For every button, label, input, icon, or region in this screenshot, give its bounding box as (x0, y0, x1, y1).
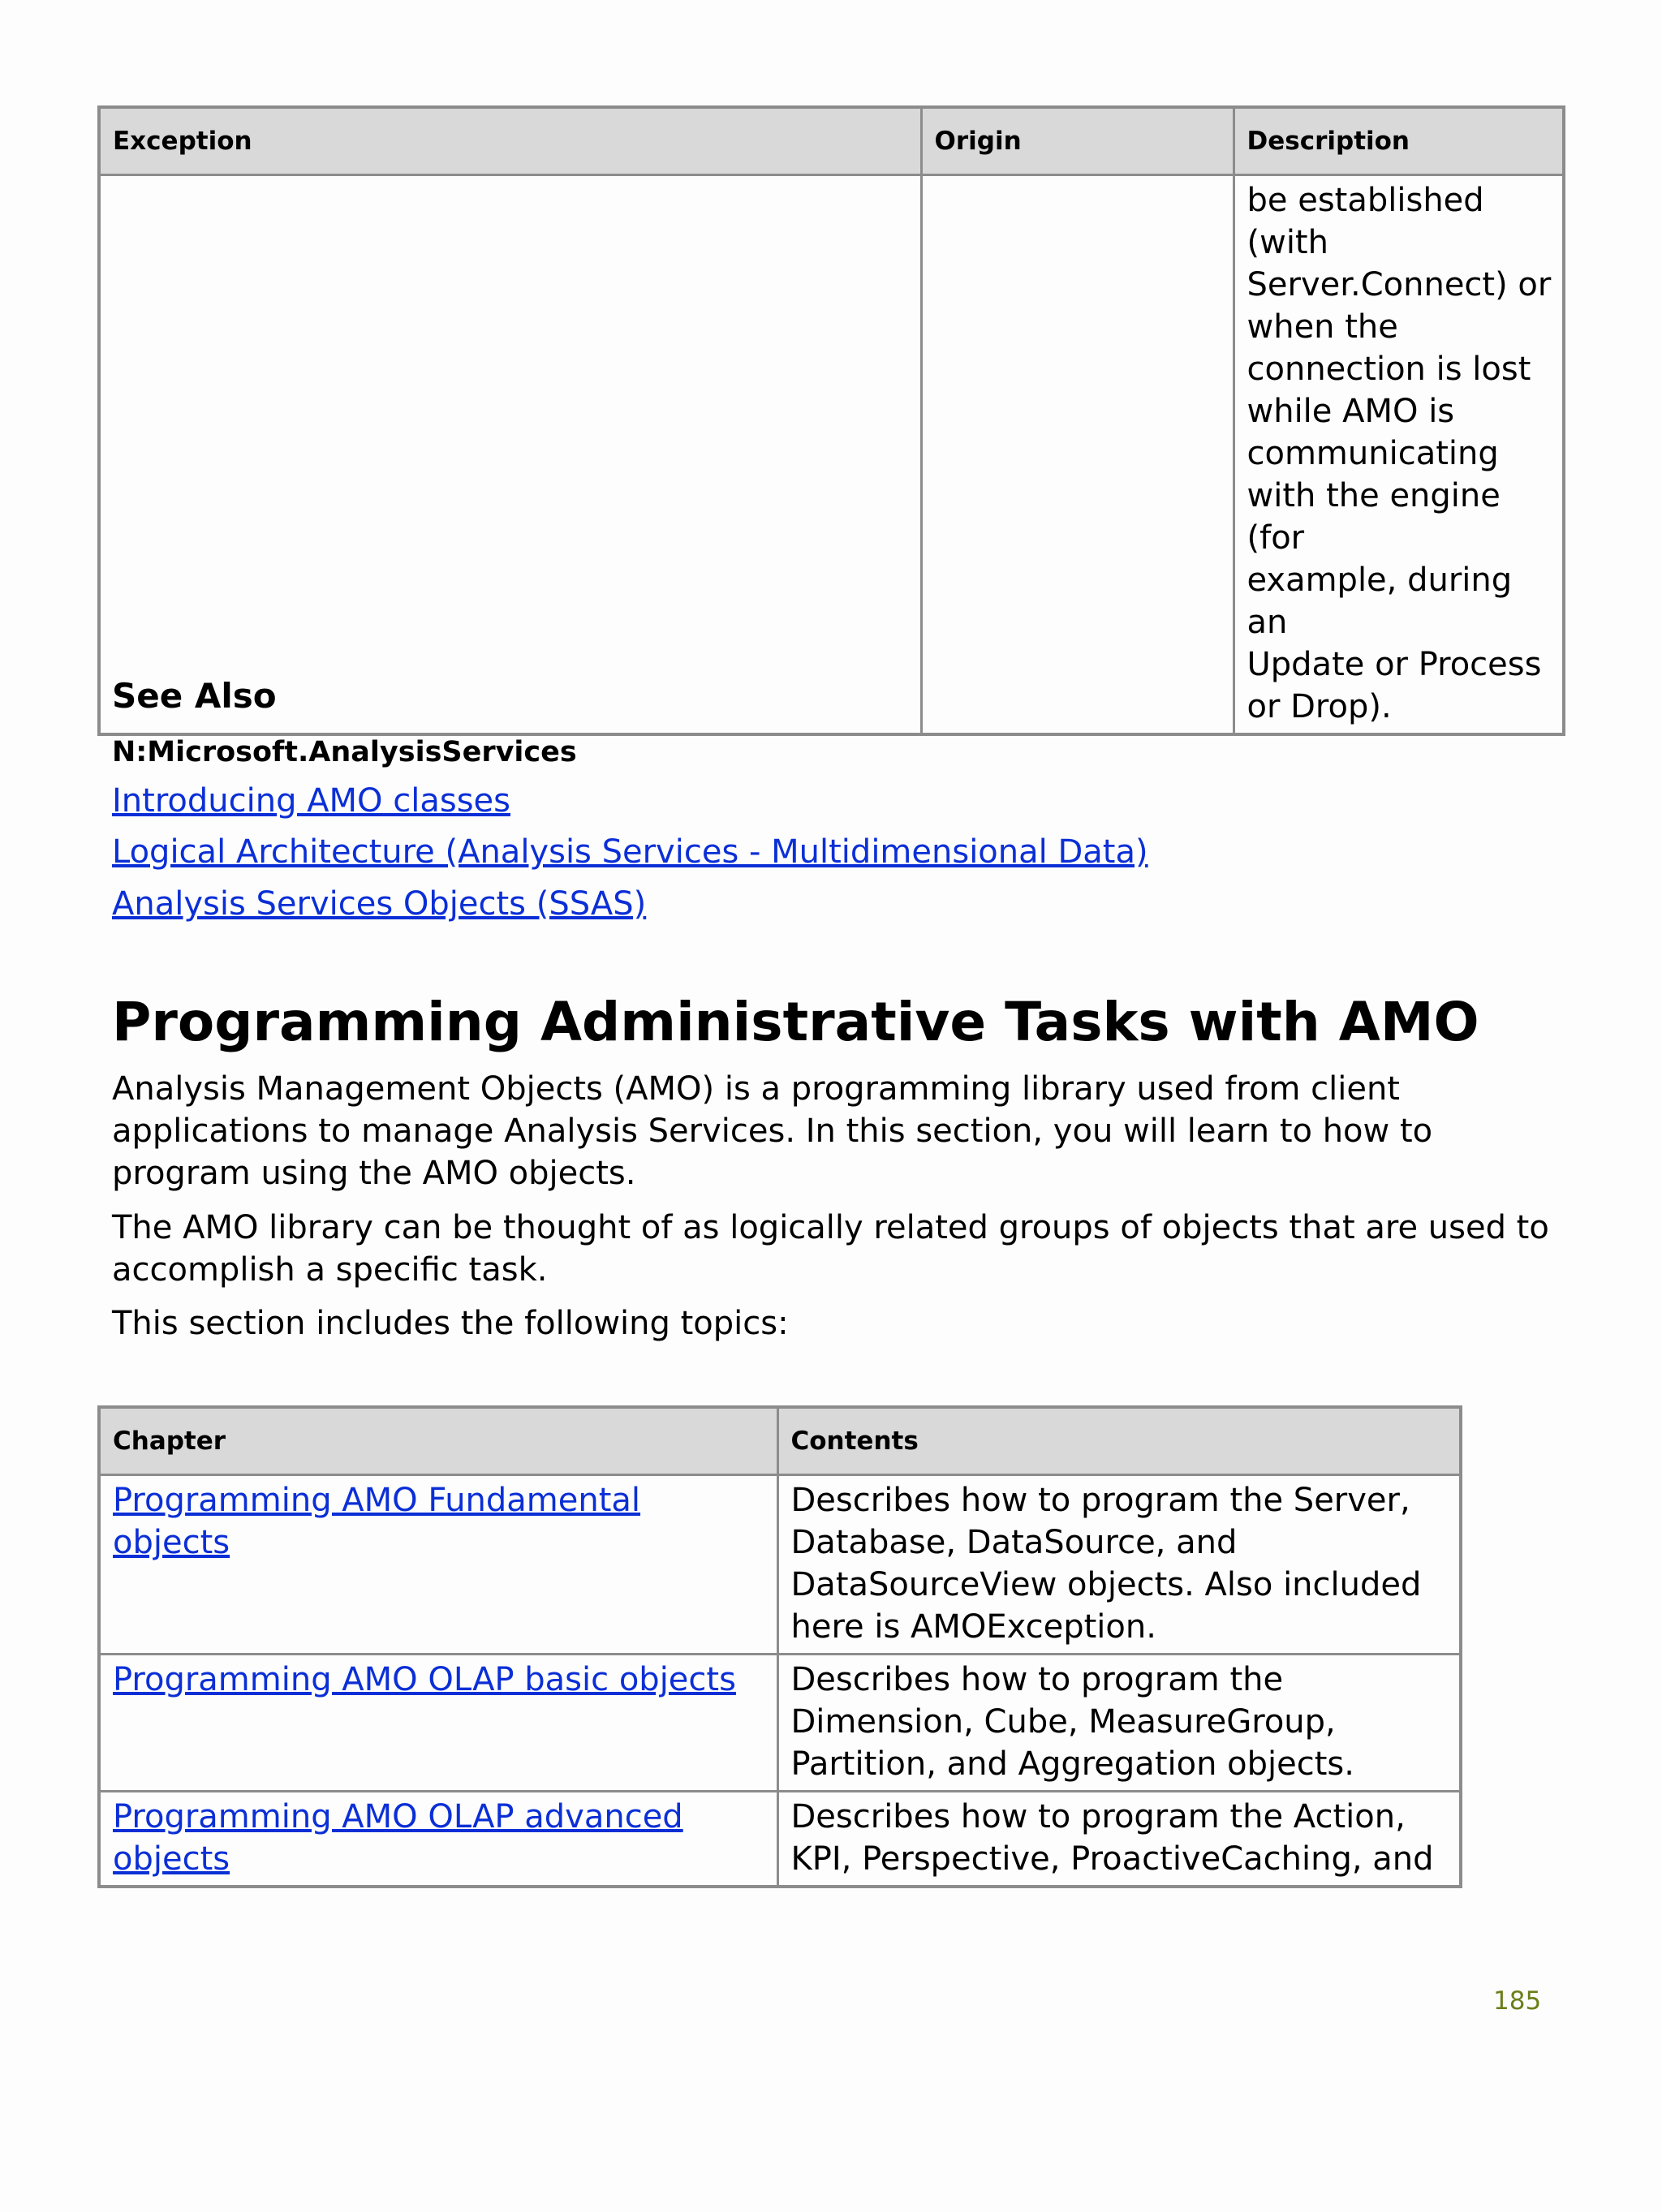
table-row (99, 1655, 1461, 1792)
chapter-table (97, 1405, 1462, 1888)
exception-table (97, 105, 1565, 736)
contents-cell: Describes how to program the Server, Database, DataSource, and DataSourceView objects. Also included here is AMOException. (777, 1475, 1461, 1655)
header-origin: Origin (921, 107, 1234, 175)
description-line: when the (1246, 308, 1398, 346)
description-line: or Drop). (1246, 688, 1392, 725)
description-line: Server.Connect) or (1246, 266, 1552, 303)
description-line: example, during an (1246, 562, 1513, 641)
contents-cell: Describes how to program the Action, KPI, Perspective, ProactiveCaching, and (777, 1792, 1461, 1887)
description-line: be established (with (1246, 182, 1484, 261)
see-also-heading: See Also (112, 676, 277, 716)
table-row (99, 175, 1564, 735)
table-row (99, 1475, 1461, 1655)
chapter-cell (99, 1475, 777, 1655)
contents-cell: Describes how to program the Dimension, Cube, MeasureGroup, Partition, and Aggregation objects. (777, 1655, 1461, 1792)
table-header-row (99, 107, 1564, 175)
description-line: with the engine (for (1246, 477, 1501, 557)
description-line: Update or Process (1246, 646, 1542, 683)
topics-paragraph: This section includes the following topics: (112, 1305, 789, 1342)
description-line: connection is lost (1246, 351, 1531, 388)
link-amo-olap-advanced-objects[interactable]: Programming AMO OLAP advanced objects (113, 1798, 683, 1878)
page-number: 185 (1493, 1986, 1542, 2016)
chapter-cell (99, 1792, 777, 1887)
link-logical-architecture[interactable]: Logical Architecture (Analysis Services - Multidimensional Data) (112, 833, 1148, 871)
link-analysis-services-objects[interactable]: Analysis Services Objects (SSAS) (112, 885, 647, 923)
exception-cell (99, 175, 921, 735)
link-amo-fundamental-objects[interactable]: Programming AMO Fundamental objects (113, 1482, 641, 1561)
namespace-reference: N:Microsoft.AnalysisServices (112, 736, 577, 768)
header-chapter: Chapter (99, 1407, 777, 1475)
description-line: communicating (1246, 435, 1499, 472)
header-contents: Contents (777, 1407, 1461, 1475)
link-introducing-amo-classes[interactable]: Introducing AMO classes (112, 782, 510, 820)
description-cell (1234, 175, 1564, 735)
section-heading: Programming Administrative Tasks with AMO (112, 991, 1479, 1053)
intro-paragraph: Analysis Management Objects (AMO) is a programming library used from client applications to manage Analysis Services. In this section, you will learn to how to program using the AMO objects. (112, 1070, 1433, 1192)
table-row (99, 1792, 1461, 1887)
table-header-row (99, 1407, 1461, 1475)
header-description: Description (1234, 107, 1564, 175)
origin-cell (921, 175, 1234, 735)
chapter-cell (99, 1655, 777, 1792)
link-amo-olap-basic-objects[interactable]: Programming AMO OLAP basic objects (113, 1661, 736, 1698)
header-exception: Exception (99, 107, 921, 175)
library-paragraph: The AMO library can be thought of as logically related groups of objects that are used to accomplish a specific task. (112, 1209, 1549, 1289)
description-line: while AMO is (1246, 393, 1455, 430)
